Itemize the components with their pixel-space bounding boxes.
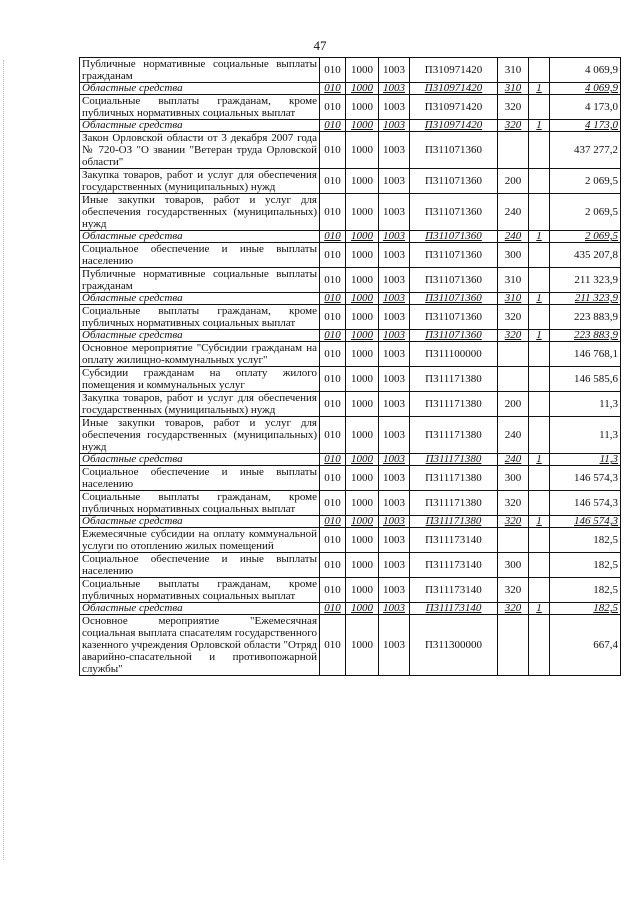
ministry-code-cell: 010 [320,58,346,83]
ministry-code-cell: 010 [320,293,346,305]
expense-type-cell: 300 [498,466,529,491]
row-name-cell: Областные средства [80,293,320,305]
target-article-cell: П311071360 [410,243,498,268]
target-article-cell: П311071360 [410,194,498,231]
regional-funds-row [80,603,621,615]
section-code-cell: 1000 [346,58,379,83]
subsection-code-cell: 1003 [379,120,410,132]
subsection-code-cell: 1003 [379,417,410,454]
ministry-code-cell: 010 [320,268,346,293]
subsection-code-cell: 1003 [379,466,410,491]
regional-funds-row [80,231,621,243]
table-row [80,194,621,231]
amount-cell: 4 173,0 [550,120,621,132]
ministry-code-cell: 010 [320,466,346,491]
target-article-cell: П311171380 [410,367,498,392]
funding-source-cell [529,553,550,578]
subsection-code-cell: 1003 [379,392,410,417]
ministry-code-cell: 010 [320,392,346,417]
expense-type-cell [498,132,529,169]
amount-cell: 667,4 [550,615,621,676]
ministry-code-cell: 010 [320,132,346,169]
subsection-code-cell: 1003 [379,194,410,231]
row-name-cell: Областные средства [80,454,320,466]
expense-type-cell: 320 [498,578,529,603]
table-row [80,491,621,516]
table-row [80,342,621,367]
section-code-cell: 1000 [346,231,379,243]
section-code-cell: 1000 [346,293,379,305]
expense-type-cell [498,367,529,392]
row-name-cell: Социальные выплаты гражданам, кроме публичных нормативных социальных выплат [80,578,320,603]
target-article-cell: П311071360 [410,268,498,293]
funding-source-cell [529,243,550,268]
funding-source-cell [529,466,550,491]
target-article-cell: П311071360 [410,330,498,342]
expense-type-cell: 240 [498,417,529,454]
section-code-cell: 1000 [346,305,379,330]
regional-funds-row [80,454,621,466]
amount-cell: 182,5 [550,578,621,603]
subsection-code-cell: 1003 [379,231,410,243]
row-name-cell: Закон Орловской области от 3 декабря 2007 года № 720-ОЗ "О звании "Ветеран труда Орловской области" [80,132,320,169]
ministry-code-cell: 010 [320,615,346,676]
table-row [80,417,621,454]
amount-cell: 11,3 [550,392,621,417]
budget-table [79,57,621,676]
funding-source-cell: 1 [529,454,550,466]
section-code-cell: 1000 [346,615,379,676]
ministry-code-cell: 010 [320,516,346,528]
ministry-code-cell: 010 [320,528,346,553]
row-name-cell: Социальное обеспечение и иные выплаты населению [80,243,320,268]
section-code-cell: 1000 [346,83,379,95]
target-article-cell: П311071360 [410,132,498,169]
section-code-cell: 1000 [346,553,379,578]
table-row [80,528,621,553]
funding-source-cell: 1 [529,516,550,528]
expense-type-cell [498,342,529,367]
amount-cell: 211 323,9 [550,268,621,293]
subsection-code-cell: 1003 [379,243,410,268]
funding-source-cell [529,305,550,330]
section-code-cell: 1000 [346,194,379,231]
table-row [80,132,621,169]
expense-type-cell: 320 [498,516,529,528]
ministry-code-cell: 010 [320,95,346,120]
target-article-cell: П311173140 [410,528,498,553]
row-name-cell: Областные средства [80,330,320,342]
target-article-cell: П311171380 [410,454,498,466]
ministry-code-cell: 010 [320,243,346,268]
funding-source-cell [529,58,550,83]
amount-cell: 146 574,3 [550,516,621,528]
row-name-cell: Основное мероприятие "Ежемесячная социальная выплата спасателям государственного казенного учреждения Орловской области "Отряд аварийно-спасательной и противопожарной службы" [80,615,320,676]
row-name-cell: Субсидии гражданам на оплату жилого помещения и коммунальных услуг [80,367,320,392]
funding-source-cell: 1 [529,231,550,243]
amount-cell: 223 883,9 [550,305,621,330]
funding-source-cell [529,169,550,194]
table-row [80,169,621,194]
row-name-cell: Иные закупки товаров, работ и услуг для обеспечения государственных (муниципальных) нужд [80,194,320,231]
amount-cell: 146 585,6 [550,367,621,392]
row-name-cell: Основное мероприятие "Субсидии гражданам на оплату жилищно-коммунальных услуг" [80,342,320,367]
table-row [80,305,621,330]
ministry-code-cell: 010 [320,194,346,231]
expense-type-cell: 320 [498,95,529,120]
target-article-cell: П311071360 [410,169,498,194]
regional-funds-row [80,120,621,132]
amount-cell: 182,5 [550,528,621,553]
subsection-code-cell: 1003 [379,95,410,120]
table-row [80,243,621,268]
regional-funds-row [80,293,621,305]
funding-source-cell [529,578,550,603]
amount-cell: 146 768,1 [550,342,621,367]
amount-cell: 146 574,3 [550,466,621,491]
expense-type-cell: 240 [498,231,529,243]
expense-type-cell: 320 [498,330,529,342]
section-code-cell: 1000 [346,132,379,169]
target-article-cell: П310971420 [410,58,498,83]
section-code-cell: 1000 [346,528,379,553]
row-name-cell: Закупка товаров, работ и услуг для обеспечения государственных (муниципальных) нужд [80,169,320,194]
ministry-code-cell: 010 [320,454,346,466]
amount-cell: 11,3 [550,417,621,454]
row-name-cell: Социальные выплаты гражданам, кроме публичных нормативных социальных выплат [80,305,320,330]
funding-source-cell [529,367,550,392]
section-code-cell: 1000 [346,392,379,417]
expense-type-cell: 320 [498,120,529,132]
target-article-cell: П311071360 [410,305,498,330]
expense-type-cell: 300 [498,243,529,268]
amount-cell: 11,3 [550,454,621,466]
funding-source-cell [529,268,550,293]
row-name-cell: Областные средства [80,120,320,132]
target-article-cell: П311100000 [410,342,498,367]
ministry-code-cell: 010 [320,83,346,95]
amount-cell: 4 173,0 [550,95,621,120]
target-article-cell: П310971420 [410,120,498,132]
expense-type-cell: 240 [498,194,529,231]
expense-type-cell: 200 [498,392,529,417]
row-name-cell: Социальное обеспечение и иные выплаты населению [80,466,320,491]
funding-source-cell: 1 [529,120,550,132]
subsection-code-cell: 1003 [379,58,410,83]
amount-cell: 182,5 [550,603,621,615]
budget-table-body [80,58,621,676]
expense-type-cell [498,528,529,553]
amount-cell: 4 069,9 [550,58,621,83]
funding-source-cell [529,528,550,553]
target-article-cell: П310971420 [410,83,498,95]
amount-cell: 437 277,2 [550,132,621,169]
amount-cell: 146 574,3 [550,491,621,516]
row-name-cell: Областные средства [80,603,320,615]
section-code-cell: 1000 [346,454,379,466]
subsection-code-cell: 1003 [379,268,410,293]
ministry-code-cell: 010 [320,231,346,243]
ministry-code-cell: 010 [320,120,346,132]
expense-type-cell: 310 [498,83,529,95]
row-name-cell: Областные средства [80,516,320,528]
target-article-cell: П311171380 [410,491,498,516]
target-article-cell: П310971420 [410,95,498,120]
table-row [80,392,621,417]
table-row [80,553,621,578]
row-name-cell: Ежемесячные субсидии на оплату коммунальной услуги по отоплению жилых помещений [80,528,320,553]
ministry-code-cell: 010 [320,553,346,578]
ministry-code-cell: 010 [320,169,346,194]
table-row [80,615,621,676]
funding-source-cell [529,615,550,676]
section-code-cell: 1000 [346,95,379,120]
funding-source-cell: 1 [529,603,550,615]
expense-type-cell: 310 [498,268,529,293]
subsection-code-cell: 1003 [379,491,410,516]
regional-funds-row [80,330,621,342]
ministry-code-cell: 010 [320,578,346,603]
expense-type-cell: 310 [498,58,529,83]
target-article-cell: П311071360 [410,231,498,243]
section-code-cell: 1000 [346,330,379,342]
expense-type-cell: 310 [498,293,529,305]
target-article-cell: П311171380 [410,417,498,454]
section-code-cell: 1000 [346,491,379,516]
funding-source-cell: 1 [529,330,550,342]
ministry-code-cell: 010 [320,491,346,516]
section-code-cell: 1000 [346,516,379,528]
section-code-cell: 1000 [346,169,379,194]
amount-cell: 2 069,5 [550,194,621,231]
amount-cell: 2 069,5 [550,231,621,243]
expense-type-cell: 320 [498,305,529,330]
table-row [80,466,621,491]
subsection-code-cell: 1003 [379,553,410,578]
amount-cell: 211 323,9 [550,293,621,305]
scan-edge-mark [3,60,6,860]
row-name-cell: Иные закупки товаров, работ и услуг для обеспечения государственных (муниципальных) нужд [80,417,320,454]
expense-type-cell: 240 [498,454,529,466]
expense-type-cell: 200 [498,169,529,194]
expense-type-cell: 320 [498,491,529,516]
ministry-code-cell: 010 [320,417,346,454]
table-row [80,578,621,603]
ministry-code-cell: 010 [320,330,346,342]
row-name-cell: Социальные выплаты гражданам, кроме публичных нормативных социальных выплат [80,491,320,516]
row-name-cell: Публичные нормативные социальные выплаты гражданам [80,58,320,83]
subsection-code-cell: 1003 [379,367,410,392]
subsection-code-cell: 1003 [379,83,410,95]
funding-source-cell [529,392,550,417]
funding-source-cell [529,95,550,120]
section-code-cell: 1000 [346,268,379,293]
subsection-code-cell: 1003 [379,454,410,466]
section-code-cell: 1000 [346,120,379,132]
subsection-code-cell: 1003 [379,293,410,305]
subsection-code-cell: 1003 [379,615,410,676]
target-article-cell: П311300000 [410,615,498,676]
amount-cell: 182,5 [550,553,621,578]
expense-type-cell [498,615,529,676]
target-article-cell: П311173140 [410,603,498,615]
subsection-code-cell: 1003 [379,342,410,367]
section-code-cell: 1000 [346,367,379,392]
funding-source-cell [529,491,550,516]
funding-source-cell [529,194,550,231]
subsection-code-cell: 1003 [379,578,410,603]
funding-source-cell [529,417,550,454]
row-name-cell: Областные средства [80,83,320,95]
section-code-cell: 1000 [346,466,379,491]
amount-cell: 223 883,9 [550,330,621,342]
target-article-cell: П311173140 [410,553,498,578]
amount-cell: 435 207,8 [550,243,621,268]
ministry-code-cell: 010 [320,342,346,367]
section-code-cell: 1000 [346,603,379,615]
ministry-code-cell: 010 [320,305,346,330]
subsection-code-cell: 1003 [379,305,410,330]
subsection-code-cell: 1003 [379,330,410,342]
section-code-cell: 1000 [346,342,379,367]
amount-cell: 2 069,5 [550,169,621,194]
funding-source-cell [529,132,550,169]
subsection-code-cell: 1003 [379,516,410,528]
row-name-cell: Социальное обеспечение и иные выплаты населению [80,553,320,578]
section-code-cell: 1000 [346,243,379,268]
funding-source-cell: 1 [529,83,550,95]
subsection-code-cell: 1003 [379,528,410,553]
subsection-code-cell: 1003 [379,169,410,194]
regional-funds-row [80,516,621,528]
section-code-cell: 1000 [346,578,379,603]
amount-cell: 4 069,9 [550,83,621,95]
table-row [80,268,621,293]
ministry-code-cell: 010 [320,603,346,615]
row-name-cell: Социальные выплаты гражданам, кроме публичных нормативных социальных выплат [80,95,320,120]
target-article-cell: П311071360 [410,293,498,305]
table-row [80,95,621,120]
table-row [80,58,621,83]
funding-source-cell [529,342,550,367]
subsection-code-cell: 1003 [379,132,410,169]
target-article-cell: П311173140 [410,578,498,603]
row-name-cell: Закупка товаров, работ и услуг для обеспечения государственных (муниципальных) нужд [80,392,320,417]
row-name-cell: Областные средства [80,231,320,243]
page-number: 47 [313,38,327,53]
target-article-cell: П311171380 [410,466,498,491]
regional-funds-row [80,83,621,95]
subsection-code-cell: 1003 [379,603,410,615]
row-name-cell: Публичные нормативные социальные выплаты гражданам [80,268,320,293]
expense-type-cell: 320 [498,603,529,615]
target-article-cell: П311171380 [410,392,498,417]
table-row [80,367,621,392]
funding-source-cell: 1 [529,293,550,305]
ministry-code-cell: 010 [320,367,346,392]
expense-type-cell: 300 [498,553,529,578]
section-code-cell: 1000 [346,417,379,454]
target-article-cell: П311171380 [410,516,498,528]
